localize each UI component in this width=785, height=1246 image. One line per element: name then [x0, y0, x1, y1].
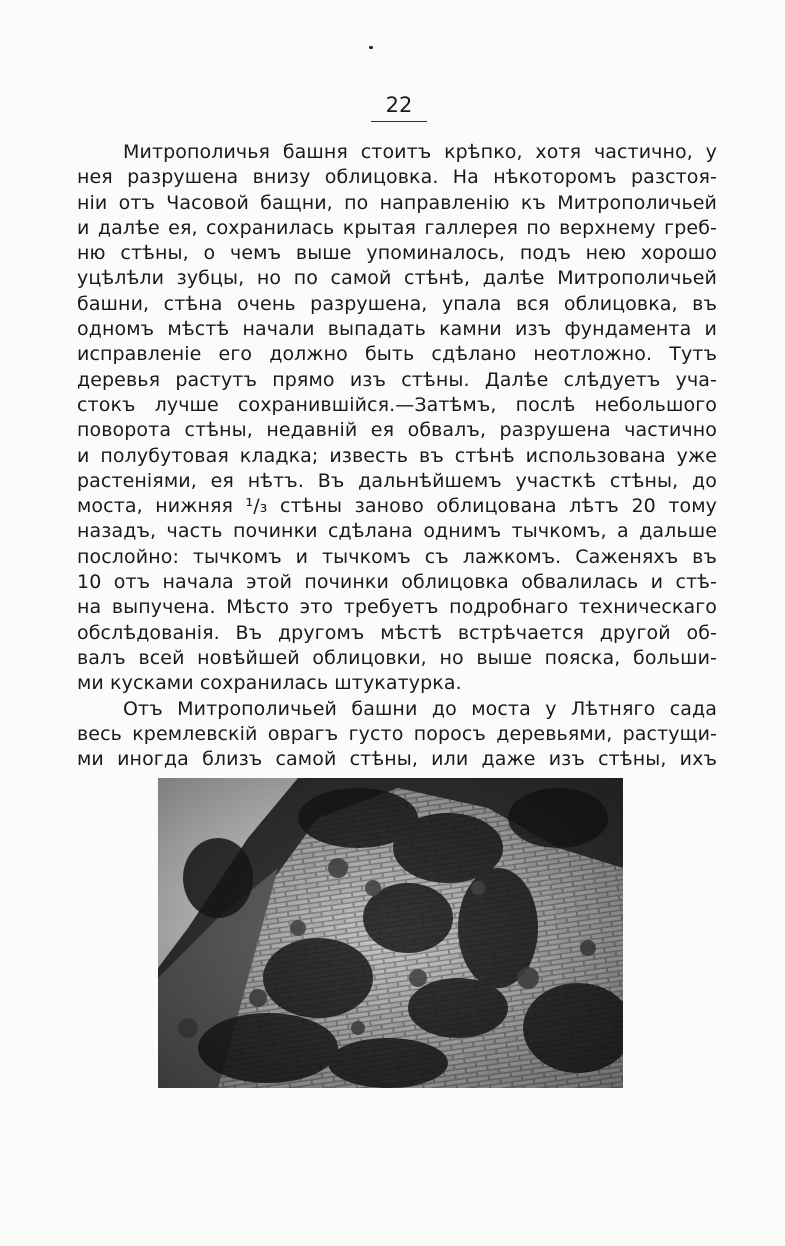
- text-line: башни, стѣна очень разрушена, упала вся облицовка, въ: [77, 292, 717, 315]
- text-line: ми кусками сохранилась штукатурка.: [77, 672, 462, 695]
- wall-photograph: [158, 778, 623, 1088]
- text-line: 10 отъ начала этой починки облицовка обвалилась и стѣ-: [77, 571, 717, 594]
- text-line: и полубутовая кладка; известь въ стѣнѣ использована уже: [77, 444, 717, 467]
- text-line: обслѣдованiя. Въ другомъ мѣстѣ встрѣчается другой об-: [77, 621, 717, 644]
- text-line: одномъ мѣстѣ начали выпадать камни изъ фундамента и: [77, 318, 717, 341]
- text-line: деревья растутъ прямо изъ стѣны. Далѣе слѣдуетъ уча-: [77, 368, 717, 391]
- text-line: нея разрушена внизу облицовка. На нѣкоторомъ разстоя-: [77, 166, 717, 189]
- text-line: назадъ, часть починки сдѣлана однимъ тычкомъ, а дальше: [77, 520, 717, 543]
- text-line: на выпучена. Мѣсто это требуетъ подробнаго техническаго: [77, 596, 717, 619]
- page-number: 22: [385, 93, 413, 117]
- text-line: весь кремлевскiй оврагъ густо поросъ деревьями, растущи-: [77, 722, 717, 745]
- body-text: [77, 140, 717, 772]
- text-line: стокъ лучше сохранившiйся.—Затѣмъ, послѣ небольшого: [77, 393, 717, 416]
- text-line: и далѣе ея, сохранилась крытая галлерея по верхнему греб-: [77, 216, 717, 239]
- text-line: валъ всей новѣйшей облицовки, но выше пояска, больши-: [77, 646, 717, 669]
- text-line: поворота стѣны, недавнiй ея обвалъ, разрушена частично: [77, 419, 717, 442]
- text-line: Митрополичья башня стоитъ крѣпко, хотя частично, у: [123, 141, 717, 163]
- page-number-rule: [371, 121, 427, 122]
- text-line: растенiями, ея нѣтъ. Въ дальнѣйшемъ участкѣ стѣны, до: [77, 469, 717, 492]
- text-line: уцѣлѣли зубцы, но по самой стѣнѣ, далѣе Митрополичьей: [77, 267, 717, 290]
- text-line: послойно: тычкомъ и тычкомъ съ лажкомъ. Саженяхъ въ: [77, 545, 717, 568]
- text-line: ню стѣны, о чемъ выше упоминалось, подъ нею хорошо: [77, 242, 717, 265]
- text-line: Отъ Митрополичьей башни до моста у Лѣтняго сада: [123, 697, 717, 720]
- text-line: ми иногда близъ самой стѣны, или даже изъ стѣны, ихъ: [77, 748, 717, 771]
- ink-speck: [369, 46, 373, 49]
- text-line: нiи отъ Часовой бащни, по направленiю къ Митрополичьей: [77, 191, 717, 214]
- text-line: моста, нижняя ¹/₃ стѣны заново облицована лѣтъ 20 тому: [77, 495, 717, 518]
- text-line: исправленiе его должно быть сдѣлано неотложно. Тутъ: [77, 343, 717, 366]
